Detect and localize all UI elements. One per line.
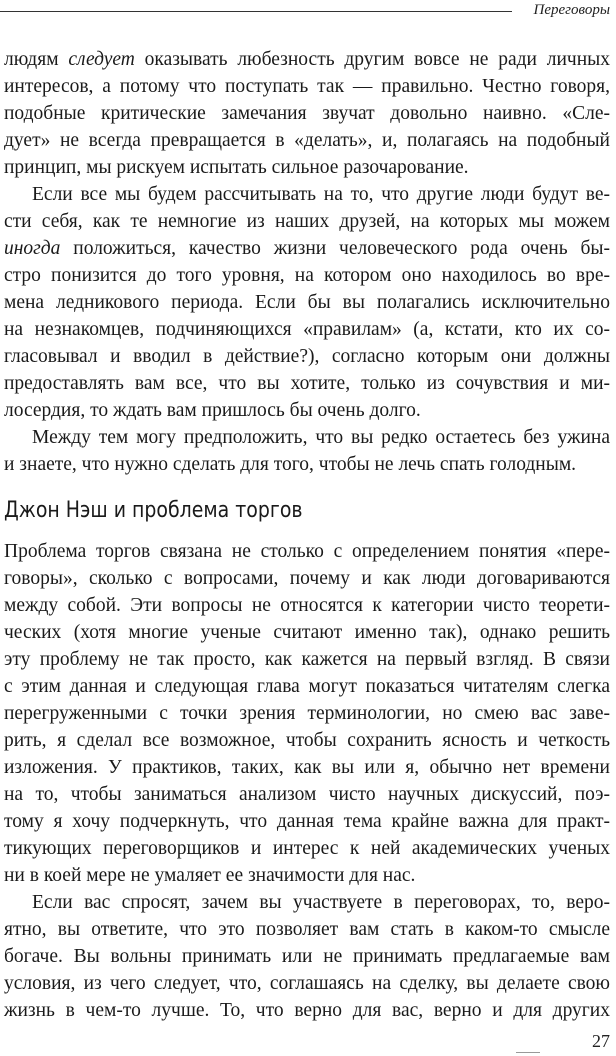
text-line: гласовывал и вводил в действие?), согласно которым они должны xyxy=(4,346,610,367)
text-line: стро понизится до того уровня, на котором оно находилось во вре- xyxy=(4,265,610,286)
text-line: эту проблему не так просто, как кажется на первый взгляд. В связи xyxy=(4,649,610,670)
text-line: ятно, вы ответите, что это позволяет вам стать в каком-то смысле xyxy=(4,919,610,940)
text-line: Если все мы будем рассчитывать на то, что другие люди будут ве- xyxy=(32,184,610,205)
text-line: перегруженными с точки зрения терминологии, но смею вас завe- xyxy=(4,703,610,724)
running-header-title: Переговоры xyxy=(533,2,610,18)
text-line: между собой. Эти вопросы не относятся к категории чисто теорети- xyxy=(4,595,610,616)
section-heading: Джон Нэш и проблема торгов xyxy=(4,498,303,523)
text-line: изложения. У практиков, таких, как вы или я, обычно нет времени xyxy=(4,757,610,778)
text-line: ческих (хотя многие ученые считают именно так), однако решить xyxy=(4,622,610,643)
text-line: с этим данная и следующая глава могут показаться читателям слегка xyxy=(4,676,610,697)
text-line: тикующих переговорщиков и интерес к ней академических ученых xyxy=(4,838,610,859)
text-line: богаче. Вы вольны принимать или не принимать предлагаемые вам xyxy=(4,946,610,967)
text-line: мена ледникового периода. Если бы вы полагались исключительно xyxy=(4,292,610,313)
emphasis: иногда xyxy=(4,238,61,259)
paragraph xyxy=(4,538,610,889)
text-block-top xyxy=(4,46,610,478)
paragraph xyxy=(4,424,610,478)
text-line: лосердия, то ждать вам пришлось бы очень долго. xyxy=(4,400,421,421)
text-line: сти себя, как те немногие из наших друзей, на которых мы можем xyxy=(4,211,610,232)
page-number: 27 xyxy=(592,1031,610,1051)
text-line: ни в коей мере не умаляет ее значимости для нас. xyxy=(4,865,416,886)
text-line: иногда положиться, качество жизни человеческого рода очень бы- xyxy=(4,238,610,259)
text-line: говоры», сколько с вопросами, почему и как люди договариваются xyxy=(4,568,610,589)
paragraph xyxy=(4,46,610,181)
text-line: условия, из чего следует, что, соглашаясь на сделку, вы делаете свою xyxy=(4,973,610,994)
text-line: на незнакомцев, подчиняющихся «правилам» (а, кстати, кто их со- xyxy=(4,319,610,340)
paragraph xyxy=(4,889,610,1024)
emphasis: следует xyxy=(68,49,135,70)
text-line: жизнь в чем-то лучше. То, что верно для вас, верно и для других xyxy=(4,1000,610,1021)
paragraph xyxy=(4,181,610,424)
text-line: дует» не всегда превращается в «делать», и, полагаясь на подобный xyxy=(4,130,610,151)
text-line: рить, я сделал все возможное, чтобы сохранить ясность и четкость xyxy=(4,730,610,751)
text-line: подобные критические замечания звучат довольно наивно. «Сле- xyxy=(4,103,610,124)
text-line: людям следует оказывать любезность другим вовсе не ради личных xyxy=(4,49,610,70)
text-line: Если вас спросят, зачем вы участвуете в переговорах, то, веро- xyxy=(32,892,610,913)
header-rule xyxy=(0,11,512,12)
text-line: принцип, мы рискуем испытать сильное разочарование. xyxy=(4,157,469,178)
running-header xyxy=(0,0,616,22)
text-line: интересов, а потому что поступать так — правильно. Честно говоря, xyxy=(4,76,610,97)
footer-rule xyxy=(516,1052,540,1053)
text-block-bottom xyxy=(4,538,610,1024)
text-line: и знаете, что нужно сделать для того, чтобы не лечь спать голодным. xyxy=(4,454,577,475)
text-line: Между тем могу предположить, что вы редко остаетесь без ужина xyxy=(32,427,610,448)
text-line: тому я хочу подчеркнуть, что данная тема крайне важна для практ- xyxy=(4,811,610,832)
text-line: Проблема торгов связана не столько с определением понятия «пере- xyxy=(4,541,610,562)
text-line: на то, чтобы заниматься анализом чисто научных дискуссий, поэ- xyxy=(4,784,610,805)
text-line: предоставлять вам все, что вы хотите, только из сочувствия и ми- xyxy=(4,373,610,394)
